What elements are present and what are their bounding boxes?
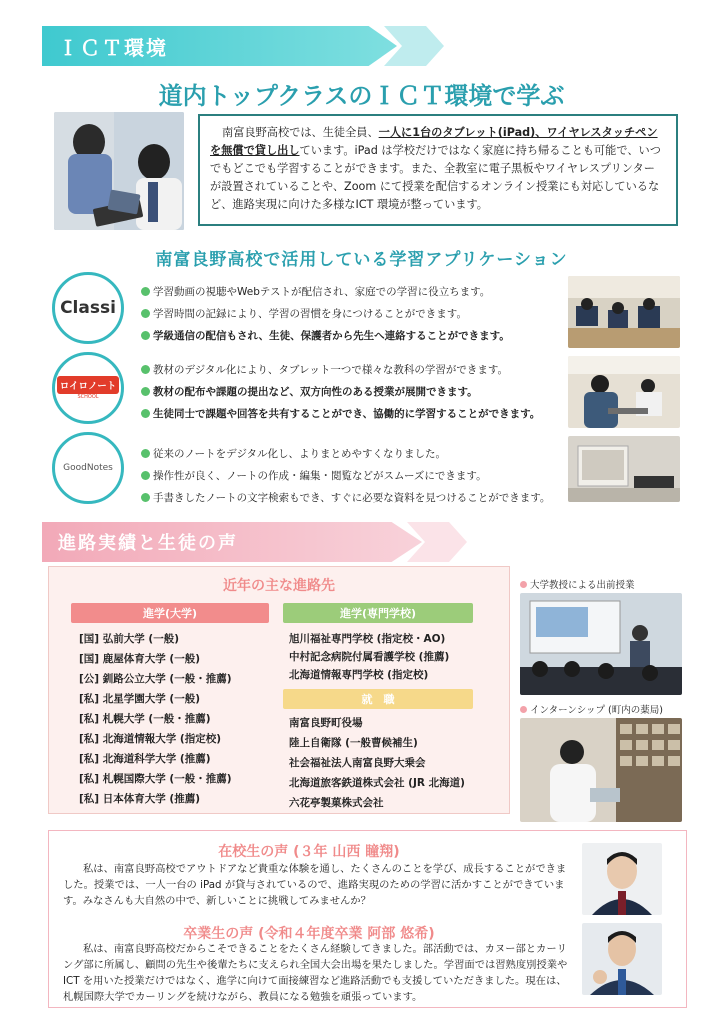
employment-item: 陸上自衛隊 (一般曹候補生): [289, 737, 418, 749]
university-item: [国] 鹿屋体育大学 (一般): [79, 653, 201, 665]
students-tablet-photo: [54, 112, 184, 230]
university-item: [私] 北海道科学大学 (推薦): [79, 753, 211, 765]
classi-logo: [52, 272, 124, 344]
student-portrait: [582, 843, 662, 915]
employment-item: 社会福祉法人南富良野大乗会: [289, 757, 426, 769]
vocational-item: 中村記念病院付属看護学校 (推薦): [289, 651, 450, 663]
voices-box: [48, 830, 687, 1008]
loilo-note-logo: [52, 352, 124, 424]
goodnotes-logo-text: GoodNotes: [63, 463, 113, 473]
employment-item: 北海道旅客鉄道株式会社 (JR 北海道): [289, 777, 465, 789]
university-item: [私] 北海道情報大学 (指定校): [79, 733, 222, 745]
goodnotes-logo: [52, 432, 124, 504]
classroom-photo-1: [568, 276, 680, 348]
internship-caption: インターンシップ (町内の薬局): [520, 702, 663, 716]
vocational-item: 旭川福祉専門学校 (指定校・AO): [289, 633, 446, 645]
employment-item: 南富良野町役場: [289, 717, 363, 729]
internship-photo: [520, 718, 682, 822]
lecture-caption: 大学教授による出前授業: [520, 577, 635, 591]
student-voice-text: 私は、南富良野高校でアウトドアなど貴重な体験を通し、たくさんのことを学び、成長することができました。授業では、一人一台の iPad が貸与されているので、進路実現のための学習に活かすことができています。みなさんも大自然の中で、新しいことに挑戦してみませんか？: [63, 863, 567, 907]
loilo-bullet-3: 生徒同士で課題や回答を共有することができ、協働的に学習することができます。: [141, 406, 540, 421]
loilo-bullet-2: 教材の配布や課題の提出など、双方向性のある授業が展開できます。: [141, 384, 478, 399]
university-item: [私] 札幌大学 (一般・推薦): [79, 713, 211, 725]
apps-heading: 南富良野高校で活用している学習アプリケーション: [155, 250, 568, 270]
loilo-logo-text: ロイロノート: [57, 376, 119, 394]
vocational-item: 北海道情報専門学校 (指定校): [289, 669, 429, 681]
student-voice-title: 在校生の声 (３年 山西 瞳翔): [218, 844, 400, 860]
classi-bullet-3: 学級通信の配信もされ、生徒、保護者から先生へ連絡することができます。: [141, 328, 510, 343]
goodnotes-bullet-2: 操作性が良く、ノートの作成・編集・閲覧などがスムーズにできます。: [141, 468, 487, 483]
university-item: [私] 札幌国際大学 (一般・推薦): [79, 773, 232, 785]
career-panel-title: 近年の主な進路先: [223, 578, 335, 594]
employment-header: 就 職: [283, 689, 473, 709]
ict-intro-box: [198, 114, 678, 226]
loilo-logo-sub: SCHOOL: [77, 394, 99, 400]
intro-text-2: ています。iPad は学校だけではなく家庭に持ち帰ることも可能で、いつでもどこでも学習することができます。また、全教室に電子黒板やワイヤレスプリンターが設置されていることや、Zoom にて授業を配信するオンライン授業にも対応しているなど、進路実現に向けた多様なICT 環境が整っています。: [210, 144, 661, 211]
university-item: [私] 日本体育大学 (推薦): [79, 793, 201, 805]
ict-banner: [42, 26, 462, 66]
classi-bullet-1: 学習動画の視聴やWebテストが配信され、家庭での学習に役立ちます。: [141, 284, 490, 299]
lecture-photo: [520, 593, 682, 695]
graduate-voice-title: 卒業生の声 (令和４年度卒業 阿部 悠希): [183, 926, 435, 942]
intro-underlined: 一人に1台のタブレット(iPad)、ワイヤレスタッチペンを無償で貸し出し: [210, 126, 658, 157]
university-item: [国] 弘前大学 (一般): [79, 633, 180, 645]
classi-logo-text: Classi: [60, 298, 116, 318]
goodnotes-bullet-3: 手書きしたノートの文字検索もでき、すぐに必要な資料を見つけることができます。: [141, 490, 550, 505]
classi-bullet-2: 学習時間の記録により、学習の習慣を身につけることができます。: [141, 306, 467, 321]
employment-item: 六花亭製菓株式会社: [289, 797, 384, 809]
graduate-voice-text: 私は、南富良野高校だからこそできることをたくさん経験してきました。部活動では、カヌー部とカーリング部に所属し、顧問の先生や後輩たちに支えられ全国大会出場を果たしました。学習面では習熟度別授業や ICT を用いた授業だけではなく、進学に向けて面接練習など進路活動でも支援していただきました。現在は、札幌国際大学でカーリングを続けながら、教員になる勉強を頑張っています。: [63, 943, 568, 1003]
loilo-bullet-1: 教材のデジタル化により、タブレット一つで様々な教科の学習ができます。: [141, 362, 508, 377]
university-header: 進学(大学): [71, 603, 269, 623]
goodnotes-bullet-1: 従来のノートをデジタル化し、よりまとめやすくなりました。: [141, 446, 446, 461]
tablet-cabinet-photo: [568, 436, 680, 502]
career-banner-label: 進路実績と生徒の声: [58, 533, 238, 554]
ict-heading: 道内トップクラスのＩＣＴ環境で学ぶ: [158, 82, 565, 110]
classroom-photo-2: [568, 356, 680, 428]
ict-banner-label: ＩＣＴ環境: [58, 35, 168, 60]
university-item: [私] 北星学園大学 (一般): [79, 693, 201, 705]
career-banner: [42, 522, 482, 562]
vocational-header: 進学(専門学校): [283, 603, 473, 623]
intro-text-1: 南富良野高校では、生徒全員、: [222, 126, 379, 139]
graduate-portrait: [582, 923, 662, 995]
university-item: [公] 釧路公立大学 (一般・推薦): [79, 673, 232, 685]
career-panel: [48, 566, 510, 814]
